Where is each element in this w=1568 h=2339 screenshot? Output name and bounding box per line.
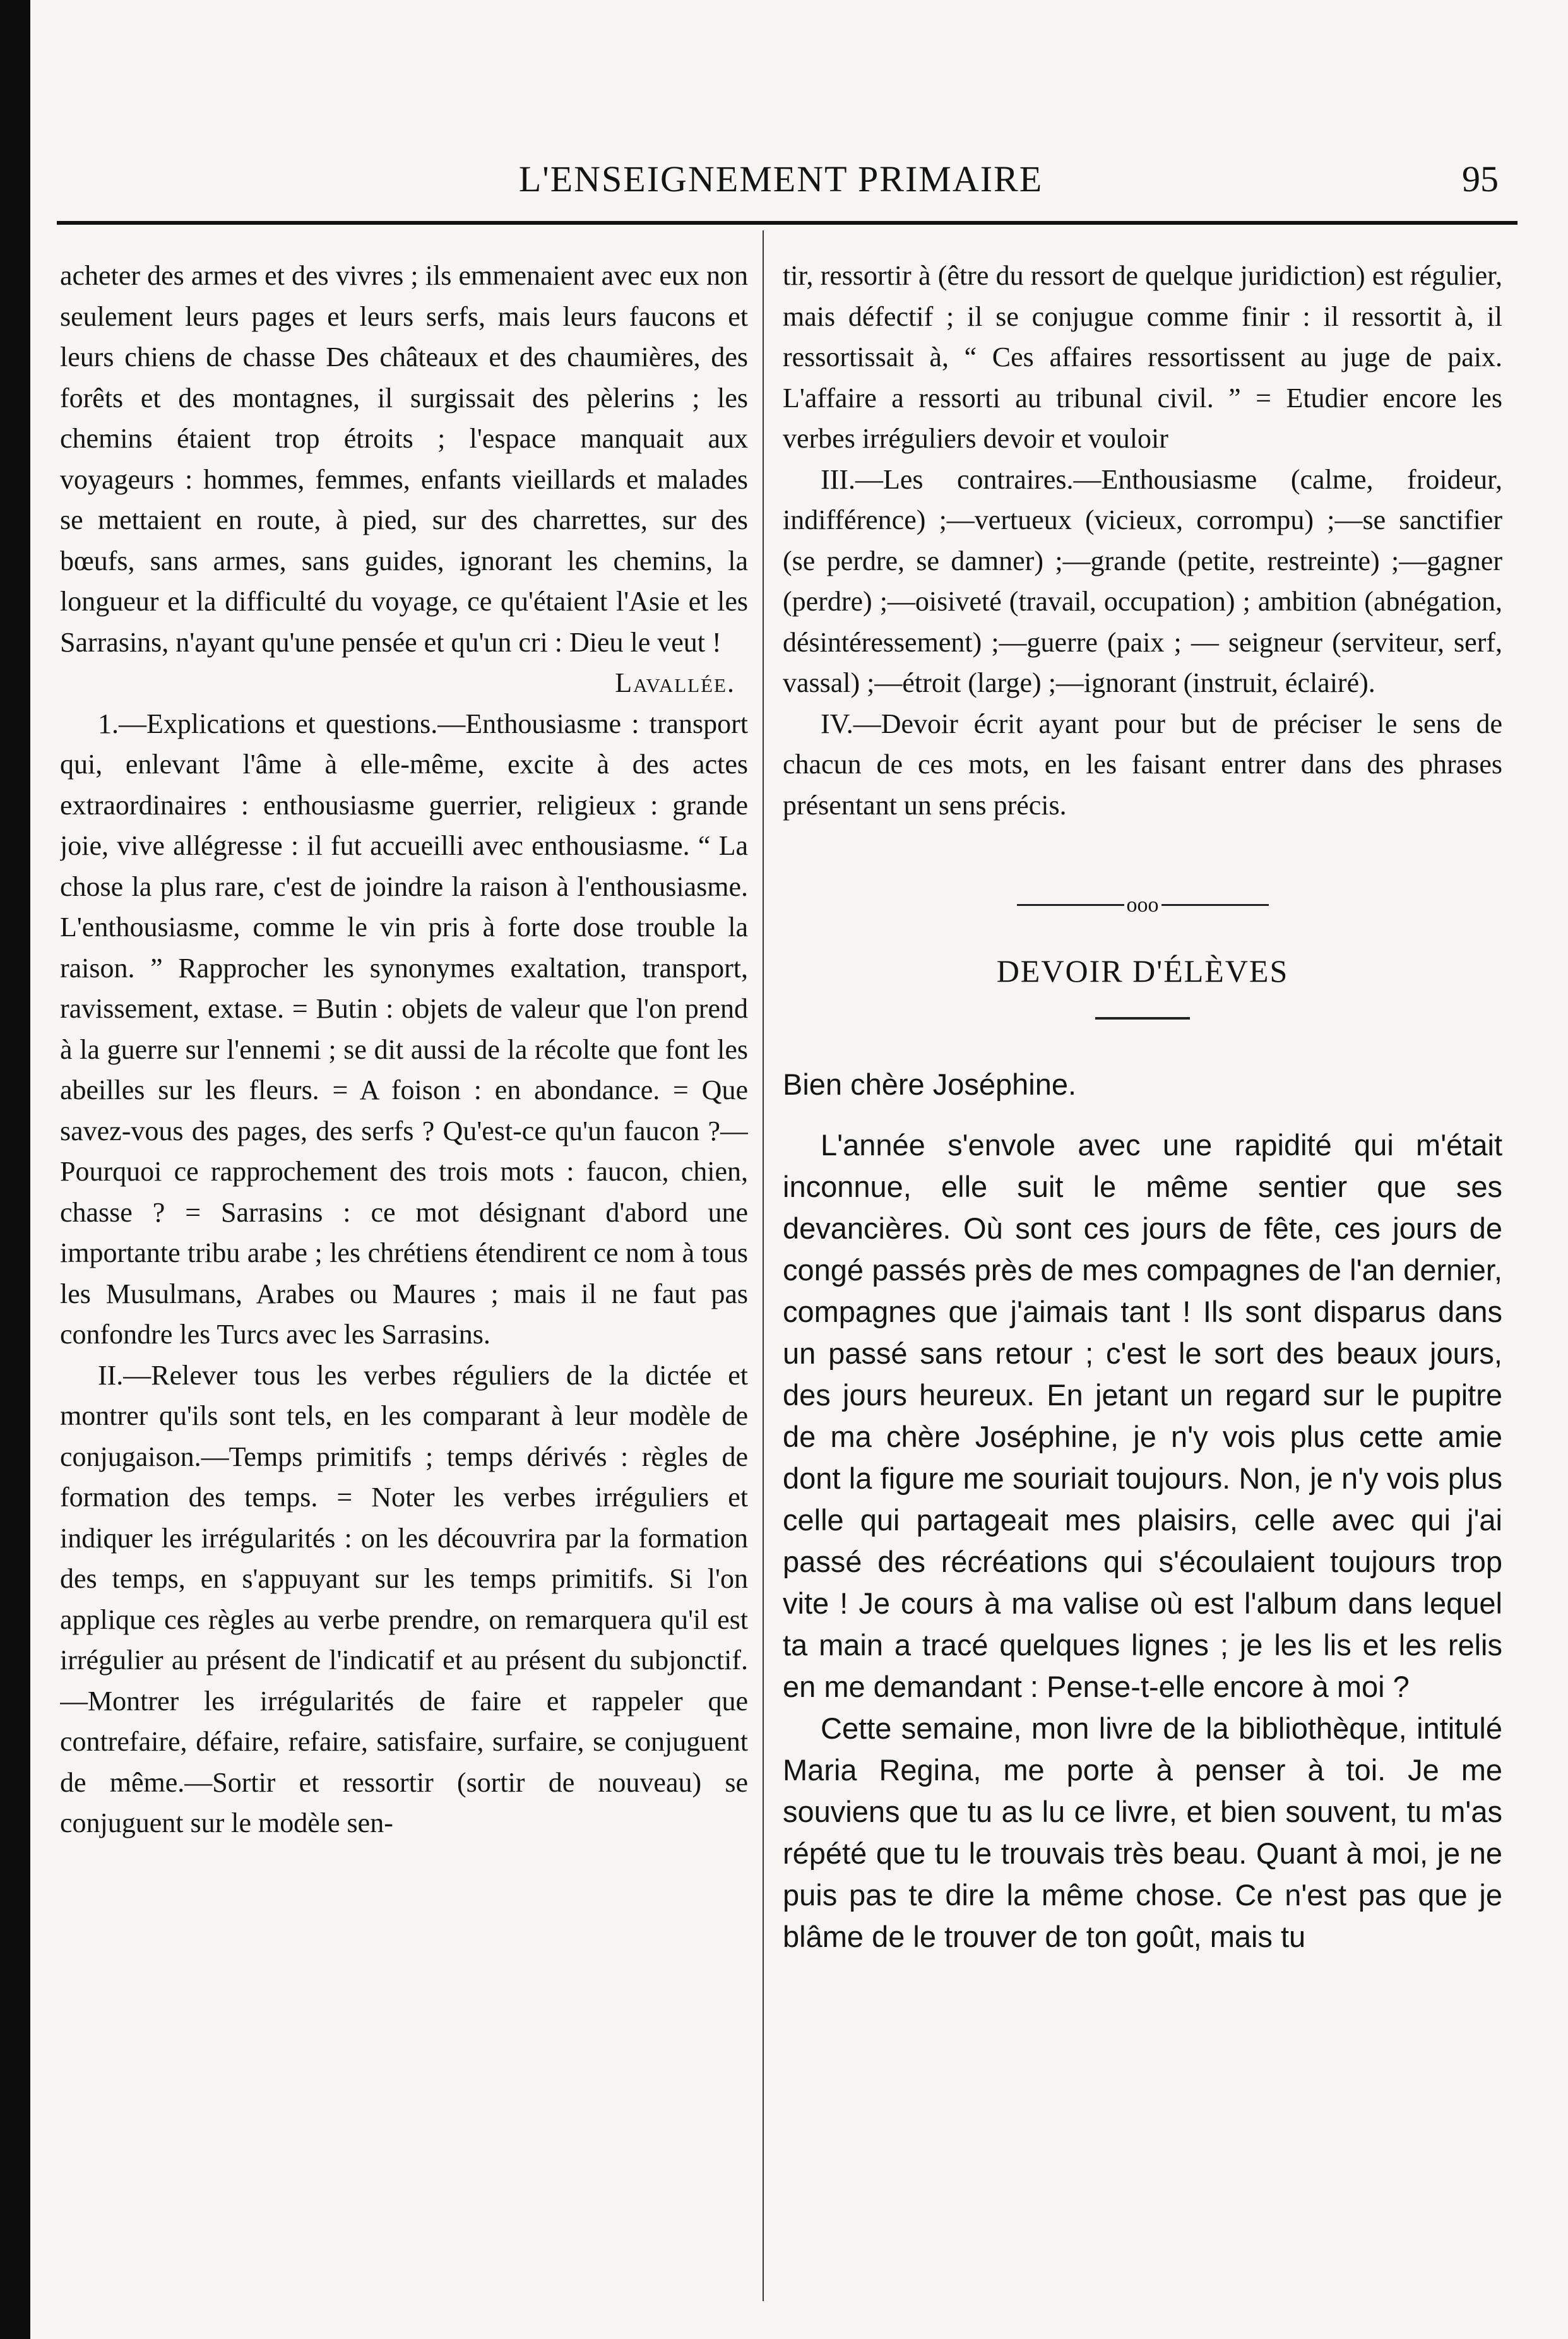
author-signature: Lavallée. bbox=[615, 667, 735, 698]
right-column bbox=[783, 256, 1502, 2307]
binding-edge bbox=[0, 0, 30, 2339]
header-rule bbox=[57, 221, 1518, 225]
text-paragraph: tir, ressortir à (être du ressort de quelque juridiction) est régulier, mais défectif ; il se conjugue comme finir : il ressortit à, il ressortissait à, “ Ces affaires ressortissent au juge de paix. L'affaire a ressorti au tribunal civil. ” = Etudier encore les verbes irréguliers devoir et vouloir bbox=[783, 260, 1502, 454]
page-header bbox=[50, 152, 1511, 208]
text-paragraph: III.—Les contraires.—Enthousiasme (calme, froideur, indifférence) ;—vertueux (vicieux, corrompu) ;—se sanctifier (se perdre, se damner) ;—grande (petite, restreinte) ;—gagner (perdre) ;—oisiveté (travail, occupation) ; ambition (abnégation, désintéressement) ;—guerre (paix ; — seigneur (serviteur, serf, vassal) ;—étroit (large) ;—ignorant (instruit, éclairé). bbox=[783, 463, 1502, 698]
ornament-line bbox=[1161, 904, 1269, 906]
text-paragraph: 1.—Explications et questions.—Enthousiasme : transport qui, enlevant l'âme à elle-même, excite à des actes extraordinaires : enthousiasme guerrier, religieux : grande joie, vive allégresse : il fut accueilli avec enthousiasme. “ La chose la plus rare, c'est de joindre la raison à l'enthousiasme. L'enthousiasme, comme le vin pris à forte dose trouble la raison. ” Rapprocher les synonymes exaltation, transport, ravissement, extase. = Butin : objets de valeur que l'on prend à la guerre sur l'ennemi ; se dit aussi de la récolte que font les abeilles sur les fleurs. = A foison : en abondance. = Que savez-vous des pages, des serfs ? Qu'est-ce qu'un faucon ?—Pourquoi ce rapprochement des trois mots : faucon, chien, chasse ? = Sarrasins : ce mot désignant d'abord une importante tribu arabe ; les chrétiens étendirent ce nom à tous les Musulmans, Arabes ou Maures ; mais il ne faut pas confondre les Turcs avec les Sarrasins. bbox=[60, 708, 748, 1350]
ornament-circles: ooo bbox=[1126, 893, 1159, 917]
letter-paragraph: L'année s'envole avec une rapidité qui m'était inconnue, elle suit le même sentier que ses devancières. Où sont ces jours de fête, ces jours de congé passés près de mes compagnes de l'an dernier, compagnes que j'aimais tant ! Ils sont disparus dans un passé sans retour ; c'est le sort des beaux jours, des jours heureux. En jetant un regard sur le pupitre de ma chère Joséphine, je n'y vois plus cette amie dont la figure me souriait toujours. Non, je n'y vois plus celle qui partageait mes plaisirs, celle avec qui j'ai passé des récréations qui s'écoulaient toujours trop vite ! Je cours à ma valise où est l'album dans lequel ta main a tracé quelques lignes ; je les lis et les relis en me demandant : Pense-t-elle encore à moi ? bbox=[783, 1128, 1502, 1703]
page-number: 95 bbox=[1462, 158, 1499, 199]
section-ornament bbox=[783, 883, 1502, 925]
section-heading: DEVOIR D'ÉLÈVES bbox=[996, 953, 1289, 989]
column-divider bbox=[763, 230, 764, 2301]
ornament-line bbox=[1017, 904, 1124, 906]
text-paragraph: IV.—Devoir écrit ayant pour but de préciser le sens de chacun de ces mots, en les faisant entrer dans des phrases présentant un sens précis. bbox=[783, 708, 1502, 821]
text-paragraph: acheter des armes et des vivres ; ils emmenaient avec eux non seulement leurs pages et leurs serfs, mais leurs faucons et leurs chiens de chasse Des châteaux et des chaumières, des forêts et des montagnes, il surgissait des pèlerins ; les chemins étaient trop étroits ; l'espace manquait aux voyageurs : hommes, femmes, enfants vieillards et malades se mettaient en route, à pied, sur des charrettes, sur des bœufs, sans armes, sans guides, ignorant les chemins, la longueur et la difficulté du voyage, ce qu'étaient l'Asie et les Sarrasins, n'ayant qu'une pensée et qu'un cri : Dieu le veut ! bbox=[60, 260, 748, 658]
letter-paragraph: Cette semaine, mon livre de la bibliothèque, intitulé Maria Regina, me porte à penser à toi. Je me souviens que tu as lu ce livre, et bien souvent, tu m'as répété que tu le trouvais très beau. Quant à moi, je ne puis pas te dire la même chose. Ce n'est pas que je blâme de le trouver de ton goût, mais tu bbox=[783, 1711, 1502, 1953]
left-column bbox=[60, 256, 748, 2307]
letter-greeting: Bien chère Joséphine. bbox=[783, 1067, 1077, 1101]
text-paragraph: II.—Relever tous les verbes réguliers de la dictée et montrer qu'ils sont tels, en les comparant à leur modèle de conjugaison.—Temps primitifs ; temps dérivés : règles de formation des temps. = Noter les verbes irréguliers et indiquer les irrégularités : on les découvrira par la formation des temps, en s'appuyant sur les temps primitifs. Si l'on applique ces règles au verbe prendre, on remarquera qu'il est irrégulier au présent de l'indicatif et au présent du subjonctif.—Montrer les irrégularités de faire et rappeler que contrefaire, défaire, refaire, satisfaire, surfaire, se conjuguent de même.—Sortir et ressortir (sortir de nouveau) se conjuguent sur le modèle sen- bbox=[60, 1359, 748, 1838]
running-title: L'ENSEIGNEMENT PRIMAIRE bbox=[518, 158, 1043, 199]
heading-rule bbox=[1095, 1017, 1190, 1020]
